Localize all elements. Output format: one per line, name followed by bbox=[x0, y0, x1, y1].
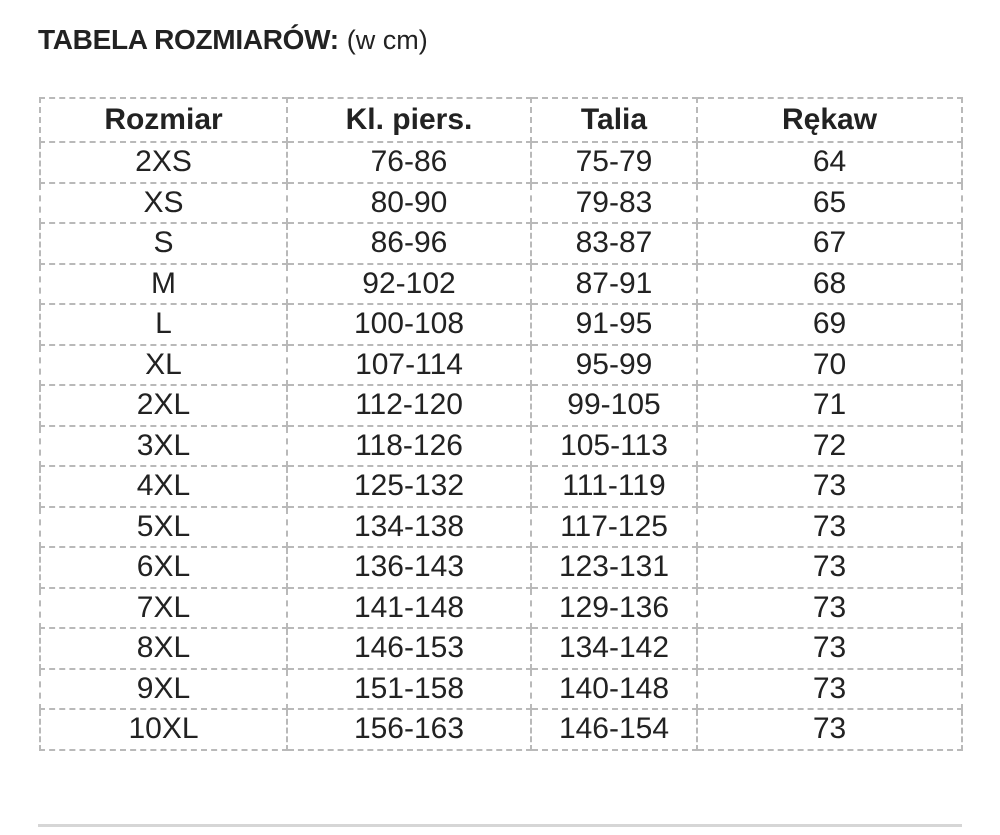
cell-size: XS bbox=[40, 183, 287, 224]
bottom-divider bbox=[38, 824, 962, 827]
table-header-row bbox=[40, 98, 962, 142]
table-row bbox=[40, 426, 962, 467]
cell-waist: 91-95 bbox=[531, 304, 697, 345]
cell-size: 5XL bbox=[40, 507, 287, 548]
cell-size: 10XL bbox=[40, 709, 287, 750]
cell-waist: 117-125 bbox=[531, 507, 697, 548]
cell-size: S bbox=[40, 223, 287, 264]
table-row bbox=[40, 709, 962, 750]
title-unit: (w cm) bbox=[346, 25, 428, 55]
cell-waist: 99-105 bbox=[531, 385, 697, 426]
cell-sleeve: 73 bbox=[697, 669, 962, 710]
table-row bbox=[40, 466, 962, 507]
cell-size: 4XL bbox=[40, 466, 287, 507]
cell-waist: 129-136 bbox=[531, 588, 697, 629]
cell-chest: 80-90 bbox=[287, 183, 531, 224]
cell-chest: 107-114 bbox=[287, 345, 531, 386]
cell-size: XL bbox=[40, 345, 287, 386]
cell-waist: 105-113 bbox=[531, 426, 697, 467]
cell-chest: 134-138 bbox=[287, 507, 531, 548]
cell-sleeve: 73 bbox=[697, 507, 962, 548]
cell-chest: 146-153 bbox=[287, 628, 531, 669]
cell-sleeve: 69 bbox=[697, 304, 962, 345]
cell-size: 8XL bbox=[40, 628, 287, 669]
table-row bbox=[40, 385, 962, 426]
cell-size: 6XL bbox=[40, 547, 287, 588]
cell-chest: 156-163 bbox=[287, 709, 531, 750]
cell-sleeve: 71 bbox=[697, 385, 962, 426]
cell-sleeve: 67 bbox=[697, 223, 962, 264]
cell-waist: 146-154 bbox=[531, 709, 697, 750]
table-row bbox=[40, 142, 962, 183]
cell-sleeve: 65 bbox=[697, 183, 962, 224]
cell-waist: 83-87 bbox=[531, 223, 697, 264]
column-header-sleeve: Rękaw bbox=[697, 98, 962, 142]
column-header-chest: Kl. piers. bbox=[287, 98, 531, 142]
table-row bbox=[40, 183, 962, 224]
cell-size: 2XL bbox=[40, 385, 287, 426]
table-row bbox=[40, 264, 962, 305]
size-table bbox=[39, 97, 963, 751]
table-row bbox=[40, 628, 962, 669]
cell-chest: 76-86 bbox=[287, 142, 531, 183]
cell-sleeve: 73 bbox=[697, 547, 962, 588]
cell-waist: 111-119 bbox=[531, 466, 697, 507]
cell-chest: 118-126 bbox=[287, 426, 531, 467]
cell-sleeve: 72 bbox=[697, 426, 962, 467]
cell-size: 2XS bbox=[40, 142, 287, 183]
cell-waist: 79-83 bbox=[531, 183, 697, 224]
cell-waist: 75-79 bbox=[531, 142, 697, 183]
cell-size: 7XL bbox=[40, 588, 287, 629]
cell-chest: 100-108 bbox=[287, 304, 531, 345]
cell-size: M bbox=[40, 264, 287, 305]
table-row bbox=[40, 588, 962, 629]
cell-sleeve: 73 bbox=[697, 466, 962, 507]
cell-waist: 123-131 bbox=[531, 547, 697, 588]
cell-chest: 86-96 bbox=[287, 223, 531, 264]
cell-sleeve: 73 bbox=[697, 588, 962, 629]
table-row bbox=[40, 304, 962, 345]
cell-waist: 134-142 bbox=[531, 628, 697, 669]
cell-sleeve: 68 bbox=[697, 264, 962, 305]
table-row bbox=[40, 507, 962, 548]
cell-sleeve: 73 bbox=[697, 709, 962, 750]
title-main: TABELA ROZMIARÓW: bbox=[38, 24, 339, 55]
cell-chest: 112-120 bbox=[287, 385, 531, 426]
table-row bbox=[40, 669, 962, 710]
table-row bbox=[40, 345, 962, 386]
cell-size: 9XL bbox=[40, 669, 287, 710]
column-header-waist: Talia bbox=[531, 98, 697, 142]
cell-waist: 95-99 bbox=[531, 345, 697, 386]
cell-chest: 141-148 bbox=[287, 588, 531, 629]
cell-size: 3XL bbox=[40, 426, 287, 467]
cell-sleeve: 70 bbox=[697, 345, 962, 386]
cell-sleeve: 73 bbox=[697, 628, 962, 669]
cell-waist: 140-148 bbox=[531, 669, 697, 710]
cell-chest: 125-132 bbox=[287, 466, 531, 507]
cell-chest: 151-158 bbox=[287, 669, 531, 710]
cell-size: L bbox=[40, 304, 287, 345]
cell-chest: 136-143 bbox=[287, 547, 531, 588]
column-header-size: Rozmiar bbox=[40, 98, 287, 142]
cell-waist: 87-91 bbox=[531, 264, 697, 305]
table-row bbox=[40, 547, 962, 588]
page-title bbox=[38, 20, 428, 60]
cell-chest: 92-102 bbox=[287, 264, 531, 305]
cell-sleeve: 64 bbox=[697, 142, 962, 183]
table-row bbox=[40, 223, 962, 264]
